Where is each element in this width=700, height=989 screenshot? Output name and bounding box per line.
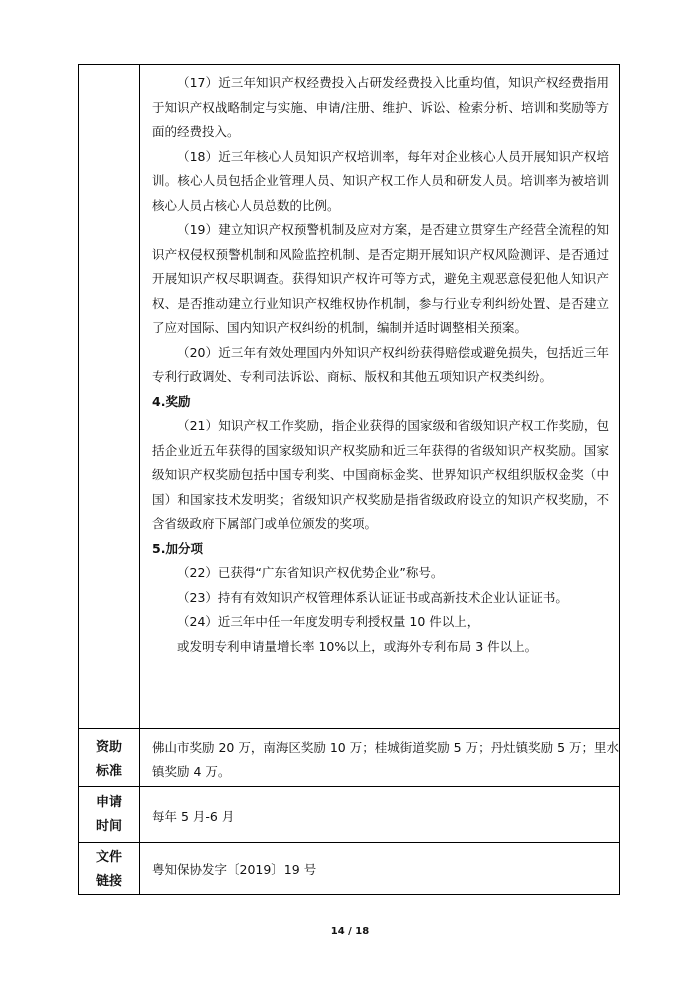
section-heading-awards: 4.奖励 xyxy=(152,393,191,409)
application-time-label: 申请 时间 xyxy=(95,795,122,834)
page-number: 14 / 18 xyxy=(330,926,370,937)
row-divider xyxy=(79,786,619,787)
item-23: （23）持有有效知识产权管理体系认证证书或高新技术企业认证证书。 xyxy=(177,589,568,605)
item-17: （17）近三年知识产权经费投入占研发经费投入比重均值，知识产权经费指用于知识产权战略制定与实施、申请/注册、维护、诉讼、检索分析、培训和奖励等方面的经费投入。 xyxy=(152,75,609,139)
document-link-label: 文件 链接 xyxy=(95,850,122,889)
policy-table xyxy=(78,64,620,895)
item-18: （18）近三年核心人员知识产权培训率，每年对企业核心人员开展知识产权培训。核心人员包括企业管理人员、知识产权工作人员和研发人员。培训率为被培训核心人员占核心人员总数的比例。 xyxy=(152,148,609,213)
item-22: （22）已获得“广东省知识产权优势企业”称号。 xyxy=(177,565,444,580)
application-time-text: 每年 5 月-6 月 xyxy=(152,809,235,824)
item-19: （19）建立知识产权预警机制及应对方案，是否建立贯穿生产经营全流程的知识产权侵权预警机制和风险监控机制、是否定期开展知识产权风险测评、是否通过开展知识产权尽职调查。获得知识产权许可等方式，避免主观恶意侵犯他人知识产权、是否推动建立行业知识产权维权协作机制，参与行业专利纠纷处置、是否建立了应对国际、国内知识产权纠纷的机制，编制并适时调整相关预案。 xyxy=(152,222,609,335)
item-21: （21）知识产权工作奖励，指企业获得的国家级和省级知识产权工作奖励，包括企业近五年获得的国家级知识产权奖励和近三年获得的省级知识产权奖励。国家级知识产权奖励包括中国专利奖、中国商标金奖、世界知识产权组织版权金奖（中国）和国家技术发明奖；省级知识产权奖励是指省级政府设立的知识产权奖励，不含省级政府下属部门或单位颁发的奖项。 xyxy=(152,418,609,531)
section-heading-bonus: 5.加分项 xyxy=(152,540,203,556)
funding-text: 佛山市奖励 20 万，南海区奖励 10 万；桂城街道奖励 5 万；丹灶镇奖励 5 万；里水镇奖励 4 万。 xyxy=(152,740,620,779)
row-divider xyxy=(79,728,619,729)
criteria-cell xyxy=(140,65,619,728)
item-20: （20）近三年有效处理国内外知识产权纠纷获得赔偿或避免损失，包括近三年专利行政调处、专利司法诉讼、商标、版权和其他五项知识产权类纠纷。 xyxy=(152,344,609,384)
item-24-line2: 或发明专利申请量增长率 10%以上，或海外专利布局 3 件以上。 xyxy=(177,638,538,654)
funding-label: 资助 标准 xyxy=(95,740,122,779)
document-link-text: 粤知保协发字〔2019〕19 号 xyxy=(152,862,317,877)
item-24-line1: （24）近三年中任一年度发明专利授权量 10 件以上， xyxy=(177,614,480,629)
row-divider xyxy=(79,842,619,843)
